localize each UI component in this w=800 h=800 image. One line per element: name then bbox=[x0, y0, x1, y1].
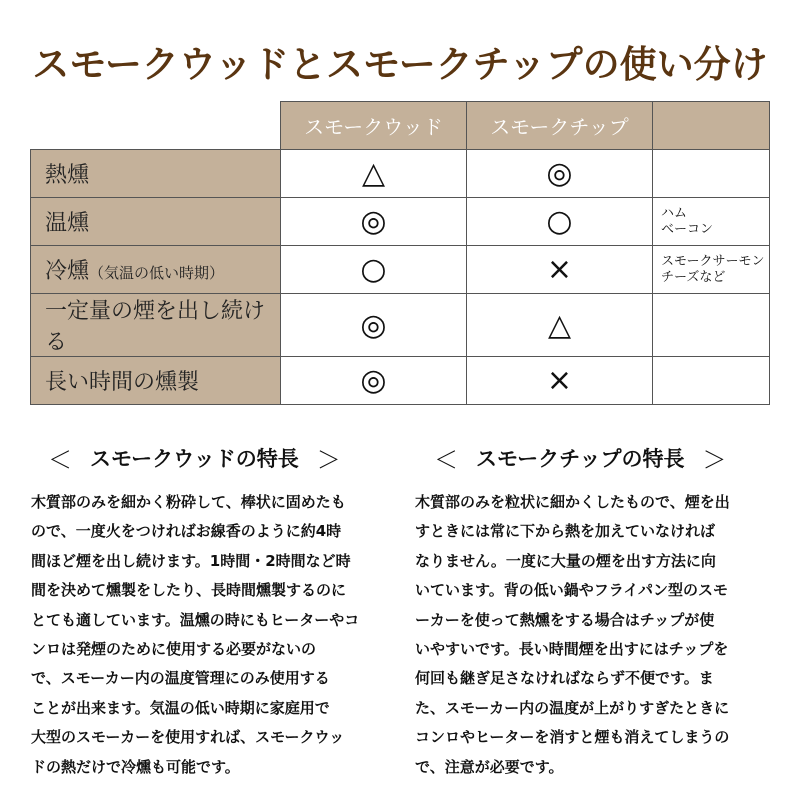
wood-rating: △ bbox=[281, 150, 467, 198]
chip-rating: △ bbox=[467, 294, 653, 357]
text-line: た、スモーカー内の温度が上がりすぎたときに bbox=[415, 698, 730, 717]
row-label bbox=[31, 246, 281, 294]
text-line: いています。背の低い鍋やフライパン型のスモ bbox=[415, 581, 729, 600]
note-cell bbox=[653, 150, 770, 198]
text-line: ンロは発煙のために使用する必要がないの bbox=[31, 640, 317, 659]
text-line: 木質部のみを細かく粉砕して、棒状に固めたも bbox=[31, 493, 346, 511]
note-line: チーズなど bbox=[661, 269, 726, 285]
chip-rating: × bbox=[467, 246, 653, 294]
wood-rating: ◎ bbox=[281, 294, 467, 357]
wood-features-text bbox=[31, 488, 359, 782]
note-cell bbox=[653, 357, 770, 405]
table-header-row bbox=[31, 102, 770, 150]
text-line: 木質部のみを粒状に細かくしたもので、煙を出 bbox=[415, 493, 730, 511]
text-line: 間ほど煙を出し続けます。1時間・2時間など時 bbox=[31, 551, 351, 570]
text-line: ドの熱だけで冷燻も可能です。 bbox=[31, 757, 240, 776]
heading-text: スモークチップの特長 bbox=[476, 446, 685, 471]
row-label bbox=[31, 357, 281, 405]
header-notes bbox=[653, 102, 770, 150]
row-label-sub: （気温の低い時期） bbox=[89, 264, 225, 282]
text-line: 何回も継ぎ足さなければならず不便です。ま bbox=[415, 669, 714, 688]
header-smoke-wood: スモークウッド bbox=[281, 102, 467, 150]
row-label-text: 冷燻 bbox=[45, 259, 90, 284]
text-line: コンロやヒーターを消すと煙も消えてしまうの bbox=[415, 728, 730, 747]
text-line: 大型のスモーカーを使用すれば、スモークウッ bbox=[31, 728, 345, 747]
table-row bbox=[31, 357, 770, 405]
wood-features-heading bbox=[48, 440, 341, 475]
row-label-text: 長い時間の燻製 bbox=[45, 370, 200, 395]
close-bracket: ＞ bbox=[316, 446, 341, 474]
note-cell bbox=[653, 198, 770, 246]
row-label bbox=[31, 198, 281, 246]
text-line: なりません。一度に大量の煙を出す方法に向 bbox=[415, 551, 716, 570]
wood-rating: ◎ bbox=[281, 357, 467, 405]
text-line: いやすいです。長い時間煙を出すにはチップを bbox=[415, 640, 729, 659]
note-line: スモークサーモン bbox=[661, 253, 765, 269]
row-label-text: 熱燻 bbox=[45, 163, 90, 188]
close-bracket: ＞ bbox=[702, 446, 727, 474]
text-line: すときには常に下から熱を加えていなければ bbox=[415, 522, 716, 541]
text-line: で、スモーカー内の温度管理にのみ使用する bbox=[31, 669, 330, 688]
row-label bbox=[31, 294, 281, 357]
text-line: とても適しています。温燻の時にもヒーターやコ bbox=[31, 610, 360, 629]
header-smoke-chip: スモークチップ bbox=[467, 102, 653, 150]
table-row bbox=[31, 150, 770, 198]
open-bracket: ＜ bbox=[48, 446, 72, 474]
chip-rating: × bbox=[467, 357, 653, 405]
text-line: ーカーを使って熱燻をする場合はチップが使 bbox=[415, 610, 715, 629]
row-label-text: 一定量の煙を出し続ける bbox=[45, 299, 266, 355]
chip-features-text bbox=[415, 488, 730, 782]
corner-cell bbox=[31, 102, 281, 150]
text-line: で、注意が必要です。 bbox=[415, 757, 564, 776]
row-label bbox=[31, 150, 281, 198]
text-line: 間を決めて燻製をしたり、長時間燻製するのに bbox=[31, 581, 347, 600]
table-row bbox=[31, 246, 770, 294]
text-line: ので、一度火をつければお線香のように約4時 bbox=[31, 522, 342, 541]
comparison-table bbox=[30, 101, 770, 405]
open-bracket: ＜ bbox=[434, 446, 458, 474]
text-line: ことが出来ます。気温の低い時期に家庭用で bbox=[31, 698, 330, 717]
note-cell bbox=[653, 246, 770, 294]
note-cell bbox=[653, 294, 770, 357]
chip-features-heading bbox=[434, 440, 727, 475]
heading-text: スモークウッドの特長 bbox=[90, 446, 299, 471]
chip-rating: ◎ bbox=[467, 150, 653, 198]
note-line: ベーコン bbox=[661, 221, 714, 237]
chip-rating: ○ bbox=[467, 198, 653, 246]
wood-rating: ○ bbox=[281, 246, 467, 294]
page-title: スモークウッドとスモークチップの使い分け bbox=[32, 43, 768, 86]
table-row bbox=[31, 198, 770, 246]
table-row bbox=[31, 294, 770, 357]
row-label-text: 温燻 bbox=[45, 211, 90, 236]
note-line: ハム bbox=[661, 205, 688, 221]
wood-rating: ◎ bbox=[281, 198, 467, 246]
